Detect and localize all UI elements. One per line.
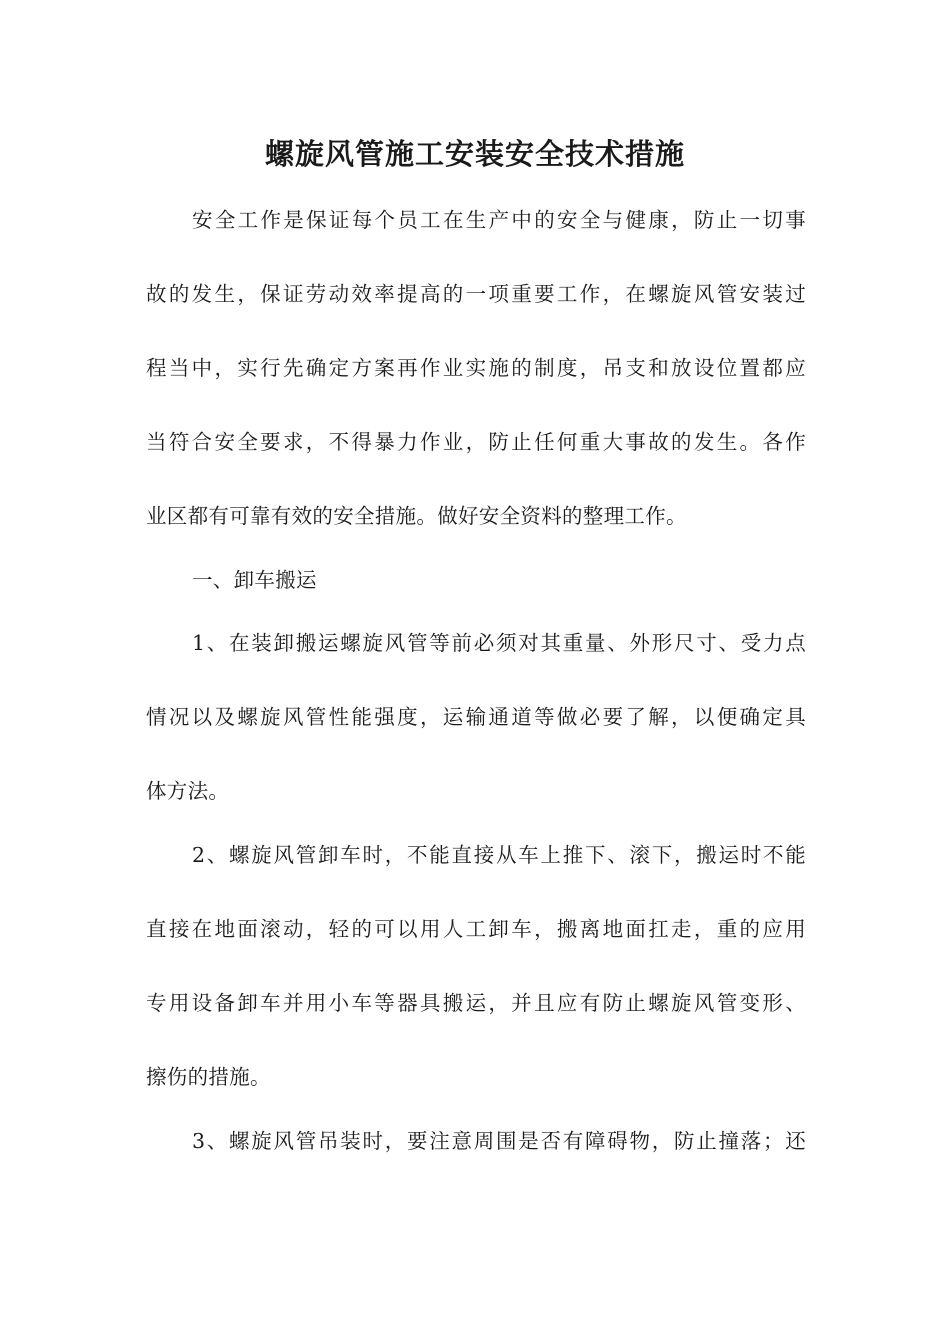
paragraph-line: 1、在装卸搬运螺旋风管等前必须对其重量、外形尺寸、受力点 — [192, 631, 806, 655]
section-heading: 一、卸车搬运 — [192, 568, 317, 592]
document-title: 螺旋风管施工安装安全技术措施 — [264, 137, 685, 171]
paragraph-line: 故的发生，保证劳动效率提高的一项重要工作，在螺旋风管安装过 — [146, 282, 806, 306]
paragraph-line: 擦伤的措施。 — [146, 1065, 271, 1089]
paragraph-line: 2、螺旋风管卸车时，不能直接从车上推下、滚下，搬运时不能 — [192, 843, 806, 867]
paragraph-line: 安全工作是保证每个员工在生产中的安全与健康，防止一切事 — [192, 208, 806, 232]
paragraph-line: 直接在地面滚动，轻的可以用人工卸车，搬离地面扛走，重的应用 — [146, 917, 806, 941]
paragraph-line: 情况以及螺旋风管性能强度，运输通道等做必要了解，以便确定具 — [146, 705, 806, 729]
paragraph-line: 体方法。 — [146, 779, 230, 803]
paragraph-line: 专用设备卸车并用小车等器具搬运，并且应有防止螺旋风管变形、 — [146, 991, 806, 1015]
paragraph-line: 当符合安全要求，不得暴力作业，防止任何重大事故的发生。各作 — [146, 430, 806, 454]
paragraph-line: 业区都有可靠有效的安全措施。做好安全资料的整理工作。 — [146, 504, 687, 528]
paragraph-line: 3、螺旋风管吊装时，要注意周围是否有障碍物，防止撞落；还 — [192, 1129, 806, 1153]
paragraph-line: 程当中，实行先确定方案再作业实施的制度，吊支和放设位置都应 — [146, 356, 806, 380]
